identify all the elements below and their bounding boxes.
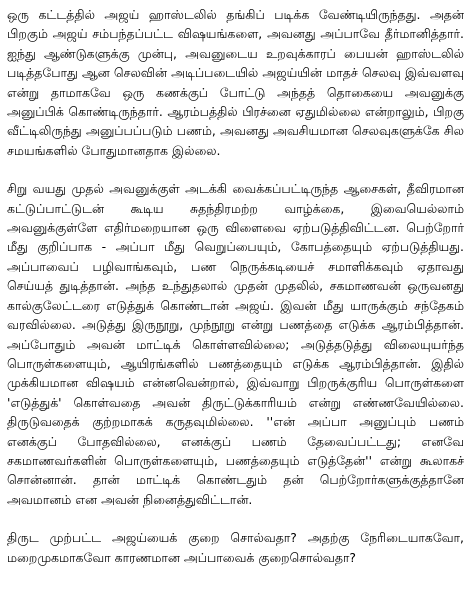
- paragraph-suppressed-desires: சிறு வயது முதல் அவனுக்குள் அடக்கி வைக்கப்பட்டிருந்த ஆசைகள், தீவிரமான கட்டுப்பாட்டுடன் கூடிய சுதந்திரமற்ற வாழ்க்கை, இவையெல்லாம் அவனுக்குள்ளே எதிர்மறையான ஒரு விளைவை ஏற்படுத்திவிட்டன. பெற்றோர் மீது குறிப்பாக - அப்பா மீது வெறுப்பையும், கோபத்தையும் ஏற்படுத்தியது. அப்பாவைப் பழிவாங்கவும், பண நெருக்கடியைச் சமாளிக்கவும் ஏதாவது செய்யத் துடித்தான். அந்த உந்துதலால் முதன் முதலில், சகமாணவன் ஒருவனது கால்குலேட்டரை எடுத்துக் கொண்டான் அஜய். இவன் மீது யாருக்கும் சந்தேகம் வரவில்லை. அடுத்து இருநூறு, முந்நூறு என்று பணத்தை எடுக்க ஆரம்பித்தான். அப்போதும் அவன் மாட்டிக் கொள்ளவில்லை; அடுத்தடுத்து விலையுயர்ந்த பொருள்களையும், ஆயிரங்களில் பணத்தையும் எடுக்க ஆரம்பித்தான். இதில் முக்கியமான விஷயம் என்னவென்றால், இவ்வாறு பிறருக்குரிய பொருள்களை 'எடுத்துக்' கொள்வதை அவன் திருட்டுக்காரியம் என்று எண்ணவேயில்லை. திருடுவதைக் குற்றமாகக் கருதவுமில்லை. ''என் அப்பா அனுப்பும் பணம் எனக்குப் போதவில்லை, எனக்குப் பணம் தேவைப்பட்டது; எனவே சகமாணவர்களின் பொருள்களையும், பணத்தையும் எடுத்தேன்'' என்று கூலாகச் சொன்னான். தான் மாட்டிக் கொண்டதும் தன் பெற்றோர்களுக்குத்தானே அவமானம் என அவன் நினைத்துவிட்டான்.: [7, 181, 464, 507]
- paragraph-closing-question: திருட முற்பட்ட அஜய்யைக் குறை சொல்வதா? அதற்கு நேரிடையாகவோ, மறைமுகமாகவோ காரணமான அப்பாவைக் குறைசொல்வதா?: [7, 530, 464, 565]
- paragraph-hostel-expenses: ஒரு கட்டத்தில் அஜய் ஹாஸ்டலில் தங்கிப் படிக்க வேண்டியிருந்தது. அதன் பிறகும் அஜய் சம்பந்தப்பட்ட விஷயங்களை, அவனது அப்பாவே தீர்மானித்தார். ஐந்து ஆண்டுகளுக்கு முன்பு, அவனுடைய உறவுக்காரப் பையன் ஹாஸ்டலில் படித்தபோது ஆன செலவின் அடிப்படையில் அஜய்யின் மாதச் செலவு இவ்வளவு என்று தாமாகவே ஒரு கணக்குப் போட்டு அந்தத் தொகையை அவனுக்கு அனுப்பிக் கொண்டிருந்தார். ஆரம்பத்தில் பிரச்னை ஏதுமில்லை என்றாலும், பிறகு வீட்டிலிருந்து அனுப்பப்படும் பணம், அவனது அவசியமான செலவுகளுக்கே சில சமயங்களில் போதுமானதாக இல்லை.: [7, 7, 464, 158]
